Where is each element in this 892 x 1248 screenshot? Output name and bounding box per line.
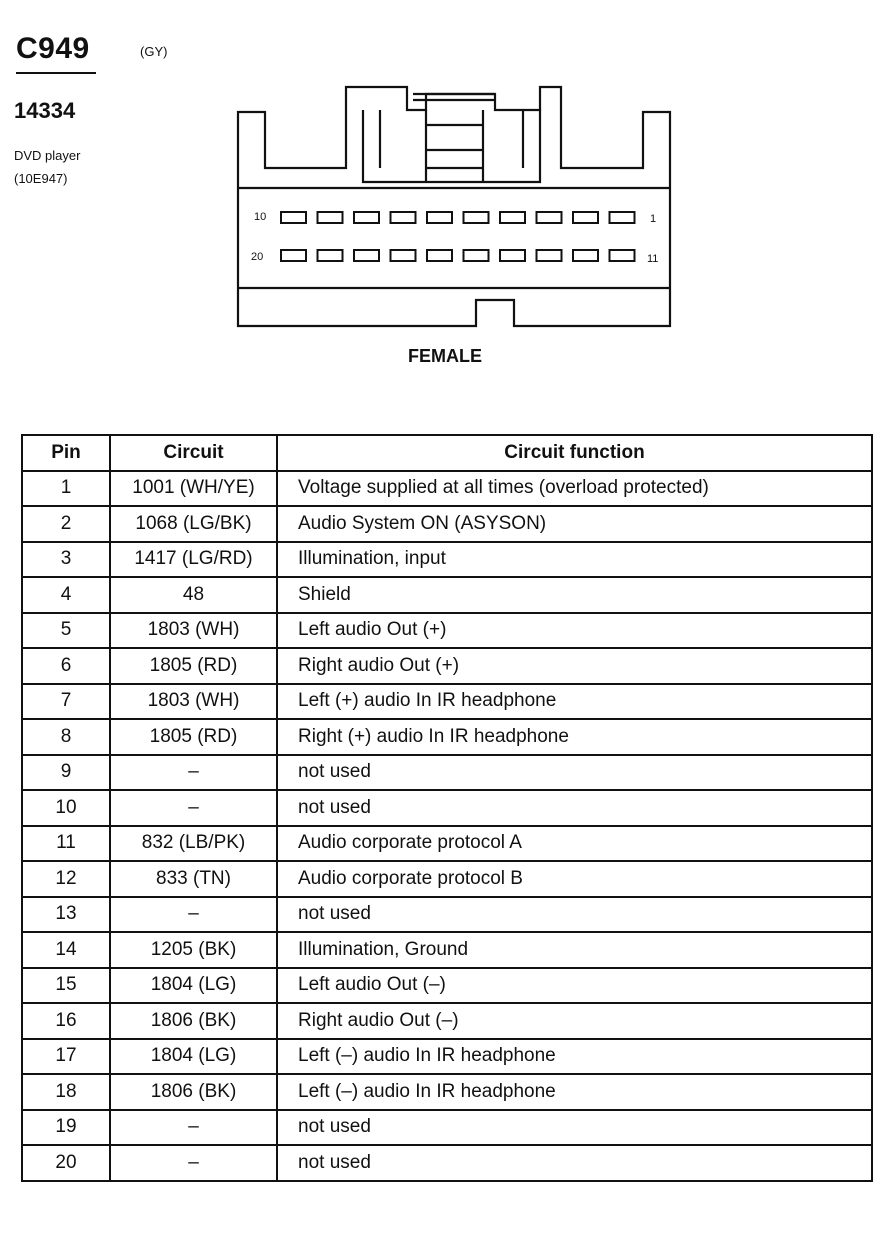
part-number: 14334 <box>14 98 76 123</box>
circuit-cell: 1205 (BK) <box>110 932 277 968</box>
pin-cell: 3 <box>22 542 110 578</box>
pin-cell: 20 <box>22 1145 110 1181</box>
header-circuit: Circuit <box>110 435 277 471</box>
table-row <box>22 968 872 1004</box>
pin-cavity <box>464 250 489 261</box>
circuit-cell: – <box>110 897 277 933</box>
pin-cavity <box>573 212 598 223</box>
circuit-cell: – <box>110 1110 277 1146</box>
pin-label-bottom-right: 11 <box>647 253 659 265</box>
pin-cell: 8 <box>22 719 110 755</box>
pin-cavity <box>391 212 416 223</box>
pin-label-bottom-left: 20 <box>251 251 264 263</box>
pin-cell: 4 <box>22 577 110 613</box>
table-row <box>22 861 872 897</box>
pin-cavity <box>318 212 343 223</box>
pin-cavity <box>464 212 489 223</box>
device-name: DVD player <box>14 148 81 163</box>
circuit-cell: 48 <box>110 577 277 613</box>
pin-cavity <box>537 212 562 223</box>
pin-cavity <box>391 250 416 261</box>
pin-cell: 15 <box>22 968 110 1004</box>
circuit-cell: 833 (TN) <box>110 861 277 897</box>
table-row <box>22 648 872 684</box>
circuit-cell: 832 (LB/PK) <box>110 826 277 862</box>
pin-cavity <box>354 212 379 223</box>
pin-cell: 19 <box>22 1110 110 1146</box>
header-circuit-function: Circuit function <box>277 435 872 471</box>
table-row <box>22 1145 872 1181</box>
function-cell: not used <box>277 897 872 933</box>
pin-cavity <box>500 250 525 261</box>
circuit-cell: 1068 (LG/BK) <box>110 506 277 542</box>
circuit-cell: 1805 (RD) <box>110 719 277 755</box>
function-cell: Audio corporate protocol B <box>277 861 872 897</box>
function-cell: Left audio Out (+) <box>277 613 872 649</box>
connector-face-diagram <box>0 0 892 400</box>
connector-gender-label: FEMALE <box>408 346 482 366</box>
table-row <box>22 1039 872 1075</box>
circuit-cell: 1001 (WH/YE) <box>110 471 277 507</box>
color-code: (GY) <box>140 44 168 59</box>
pin-cell: 16 <box>22 1003 110 1039</box>
function-cell: Voltage supplied at all times (overload protected) <box>277 471 872 507</box>
pin-cell: 1 <box>22 471 110 507</box>
circuit-cell: 1804 (LG) <box>110 968 277 1004</box>
pin-cavity <box>427 250 452 261</box>
pin-cell: 5 <box>22 613 110 649</box>
function-cell: Left (–) audio In IR headphone <box>277 1039 872 1075</box>
function-cell: not used <box>277 1110 872 1146</box>
table-row <box>22 506 872 542</box>
pin-cavity <box>500 212 525 223</box>
function-cell: Left (+) audio In IR headphone <box>277 684 872 720</box>
function-cell: not used <box>277 1145 872 1181</box>
table-row <box>22 932 872 968</box>
connector-outline <box>238 87 670 326</box>
pin-cavity <box>537 250 562 261</box>
function-cell: Illumination, Ground <box>277 932 872 968</box>
pin-cavity <box>318 250 343 261</box>
pin-cell: 10 <box>22 790 110 826</box>
pin-cell: 11 <box>22 826 110 862</box>
device-code: (10E947) <box>14 171 68 186</box>
table-row <box>22 1003 872 1039</box>
circuit-cell: – <box>110 755 277 791</box>
table-row <box>22 613 872 649</box>
pin-cavity <box>427 212 452 223</box>
circuit-cell: 1417 (LG/RD) <box>110 542 277 578</box>
table-header-row <box>22 435 872 471</box>
pin-cavity <box>281 212 306 223</box>
table-row <box>22 1110 872 1146</box>
connector-id: C949 <box>16 32 90 65</box>
pin-cell: 12 <box>22 861 110 897</box>
function-cell: not used <box>277 755 872 791</box>
table-row <box>22 826 872 862</box>
pin-cell: 2 <box>22 506 110 542</box>
table-row <box>22 684 872 720</box>
function-cell: Right (+) audio In IR headphone <box>277 719 872 755</box>
pin-cell: 7 <box>22 684 110 720</box>
function-cell: Right audio Out (+) <box>277 648 872 684</box>
circuit-cell: 1803 (WH) <box>110 613 277 649</box>
function-cell: Left audio Out (–) <box>277 968 872 1004</box>
function-cell: Illumination, input <box>277 542 872 578</box>
function-cell: Right audio Out (–) <box>277 1003 872 1039</box>
table-row <box>22 471 872 507</box>
table-row <box>22 719 872 755</box>
pin-cell: 13 <box>22 897 110 933</box>
pin-label-top-right: 1 <box>650 213 657 225</box>
pin-cavity <box>610 250 635 261</box>
function-cell: Left (–) audio In IR headphone <box>277 1074 872 1110</box>
pin-cell: 14 <box>22 932 110 968</box>
table-row <box>22 577 872 613</box>
circuit-cell: – <box>110 1145 277 1181</box>
circuit-cell: – <box>110 790 277 826</box>
table-row <box>22 897 872 933</box>
pin-label-top-left: 10 <box>254 211 267 223</box>
pin-cavity <box>281 250 306 261</box>
pin-cavity <box>573 250 598 261</box>
table-row <box>22 1074 872 1110</box>
pin-table <box>21 434 873 1182</box>
table-row <box>22 542 872 578</box>
function-cell: not used <box>277 790 872 826</box>
pin-cell: 17 <box>22 1039 110 1075</box>
pin-cell: 6 <box>22 648 110 684</box>
circuit-cell: 1806 (BK) <box>110 1003 277 1039</box>
pin-cavities <box>281 212 635 261</box>
circuit-cell: 1806 (BK) <box>110 1074 277 1110</box>
table-row <box>22 790 872 826</box>
function-cell: Shield <box>277 577 872 613</box>
pin-cell: 9 <box>22 755 110 791</box>
circuit-cell: 1803 (WH) <box>110 684 277 720</box>
header-pin: Pin <box>22 435 110 471</box>
pin-cell: 18 <box>22 1074 110 1110</box>
pin-cavity <box>610 212 635 223</box>
function-cell: Audio System ON (ASYSON) <box>277 506 872 542</box>
circuit-cell: 1804 (LG) <box>110 1039 277 1075</box>
pin-cavity <box>354 250 379 261</box>
table-row <box>22 755 872 791</box>
function-cell: Audio corporate protocol A <box>277 826 872 862</box>
circuit-cell: 1805 (RD) <box>110 648 277 684</box>
